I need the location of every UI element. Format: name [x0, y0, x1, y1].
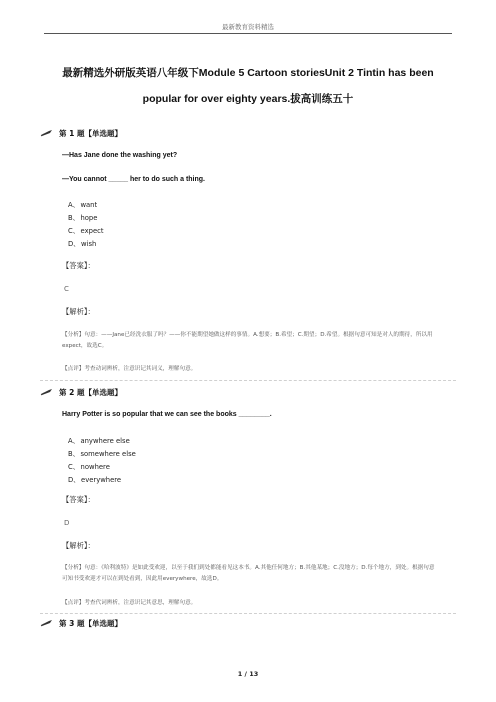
question-2-heading: [40, 386, 122, 398]
option-text: wish: [81, 240, 97, 248]
pen-icon: [40, 619, 54, 627]
question-2-option-b[interactable]: [68, 448, 136, 458]
question-1-note: 【点评】考查动词辨析，注意识记其词义，理解句意。: [62, 366, 197, 372]
option-letter: A、: [68, 201, 80, 209]
option-text: hope: [80, 214, 98, 222]
pen-icon: [40, 129, 54, 137]
option-text: want: [80, 201, 98, 209]
document-title-line-2: popular for over eighty years.拔高训练五十: [142, 93, 354, 105]
option-text: expect: [80, 227, 104, 235]
question-2-heading-text: 第 2 题【单选题】: [59, 387, 122, 397]
question-1-analysis-label: 【解析】：: [62, 307, 95, 316]
question-2-note: 【点评】考查代词辨析，注意识记其意思，理解句意。: [62, 600, 197, 606]
document-title-line-1: 最新精选外研版英语八年级下Module 5 Cartoon storiesUnit 2 Tintin has been: [62, 67, 434, 79]
option-letter: A、: [68, 437, 80, 445]
header-rule: [44, 33, 452, 34]
question-1-option-b[interactable]: [68, 212, 97, 222]
question-2-option-c[interactable]: [68, 461, 110, 471]
question-2-stem: Harry Potter is so popular that we can see the books ________.: [62, 411, 272, 418]
question-1-answer-label: 【答案】：: [62, 261, 95, 270]
question-1-heading-text: 第 1 题【单选题】: [59, 128, 122, 138]
question-2-answer-label: 【答案】：: [62, 495, 95, 504]
option-letter: B、: [68, 214, 80, 222]
question-1-stem-line-2: —You cannot _____ her to do such a thing.: [62, 176, 206, 183]
question-1-option-d[interactable]: [68, 238, 96, 248]
question-2-option-a[interactable]: [68, 435, 130, 445]
option-letter: C、: [68, 227, 80, 235]
page-header: 最新教育资料精选: [222, 23, 274, 31]
question-1-answer-value: C: [64, 285, 69, 293]
option-letter: C、: [68, 463, 80, 471]
question-1-analysis: 【分析】句意：——Jane已经洗衣服了吗？——你不能期望她做这样的事情。A.想要；B.希望；C.期望；D.希望。根据句意可知是对人的期待，所以用expect，故选C。: [62, 332, 433, 349]
question-1-stem-line-1: —Has Jane done the washing yet?: [62, 152, 178, 159]
option-text: anywhere else: [80, 437, 130, 445]
question-2-analysis: 【分析】句意：《哈利波特》是如此受欢迎，以至于我们到处都能看见这本书。A.其他任何地方；B.其他某地；C.没地方；D.每个地方，到处。根据句意可知书受欢迎才可以在到处看到，因此用everywhere，故选D。: [62, 565, 435, 582]
question-2-option-d[interactable]: [68, 474, 121, 484]
question-divider: [40, 613, 456, 614]
question-3-heading-text: 第 3 题【单选题】: [59, 618, 122, 628]
option-letter: B、: [68, 450, 80, 458]
option-text: everywhere: [81, 476, 122, 484]
option-letter: D、: [68, 240, 81, 248]
question-divider: [40, 380, 456, 381]
option-letter: D、: [68, 476, 81, 484]
question-2-analysis-label: 【解析】：: [62, 541, 95, 550]
pen-icon: [40, 388, 54, 396]
option-text: somewhere else: [80, 450, 136, 458]
question-1-heading: [40, 127, 122, 139]
question-3-heading: [40, 617, 122, 629]
option-text: nowhere: [80, 463, 110, 471]
question-1-option-a[interactable]: [68, 199, 97, 209]
page-number: 1 / 13: [237, 670, 259, 678]
question-1-option-c[interactable]: [68, 225, 104, 235]
question-2-answer-value: D: [64, 519, 70, 527]
